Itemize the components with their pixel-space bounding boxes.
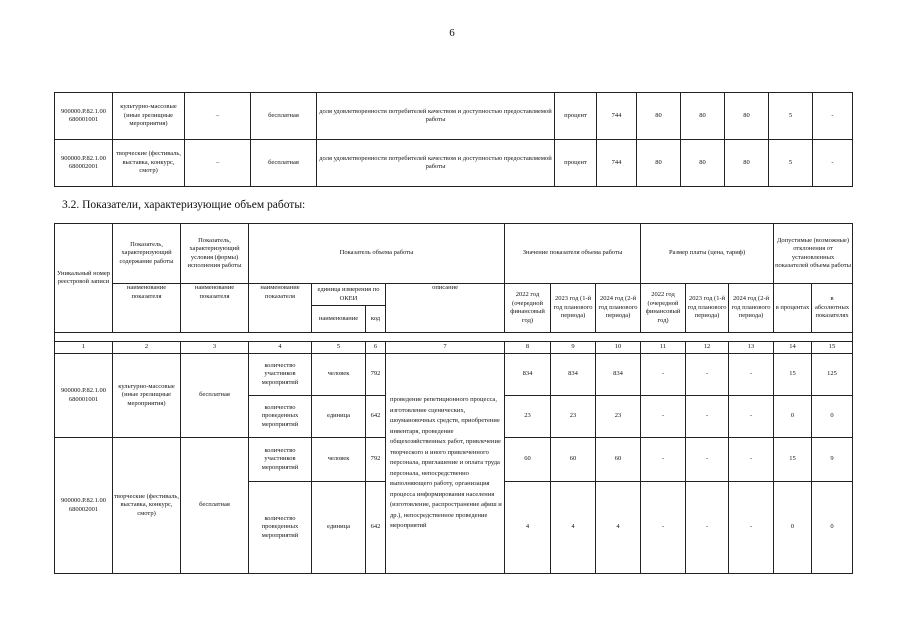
quality-indicator: доля удовлетворенности потребителей качеством и доступностью предоставляемой работы — [317, 93, 555, 140]
header-conditions-indicator: Показатель, характеризующий условия (формы) исполнения работы — [181, 224, 249, 284]
column-number: 15 — [812, 342, 853, 354]
fee-2023: - — [686, 438, 729, 482]
header-unit-name: наименование — [312, 306, 366, 333]
header-indicator-name: наименование показателя — [249, 284, 312, 333]
fee-2023: - — [686, 396, 729, 438]
column-number: 2 — [113, 342, 181, 354]
indicator-name: количество проведенных мероприятий — [249, 482, 312, 574]
work-description: проведение репетиционного процесса, изготовление сценических, шоумановочных средств, приобретение инвентаря, проведение общехозяйственных работ, привлечение творческого и иного привлеченного персонала, приглашение и оплата труда персонала, непосредственно выполняющего работу, организация процесса информирования населения (изготовление, распространение афиш и др.), непосредственное проведение мероприятий — [386, 354, 505, 574]
value-2024: 80 — [725, 140, 769, 187]
value-2022: 80 — [637, 140, 681, 187]
unit-name: процент — [555, 140, 597, 187]
table-row — [55, 354, 853, 396]
deviation-percent: 15 — [774, 438, 812, 482]
column-number: 9 — [551, 342, 596, 354]
header-registry: Уникальный номер реестровой записи — [55, 224, 113, 333]
fee-2024: - — [729, 438, 774, 482]
value-2023: 80 — [681, 93, 725, 140]
deviation-percent: 0 — [774, 396, 812, 438]
value-2022: 834 — [505, 354, 551, 396]
registry-code: 900000.Р.82.1.00 680001001 — [55, 354, 113, 438]
header-unit-code: код — [366, 306, 386, 333]
form-indicator: бесплатная — [181, 438, 249, 574]
header-conditions-name: наименование показателя — [181, 284, 249, 333]
okei-code: 792 — [366, 354, 386, 396]
column-number: 12 — [686, 342, 729, 354]
header-fee-2023: 2023 год (1-й год планового периода) — [686, 284, 729, 333]
fee-2024: - — [729, 354, 774, 396]
header-volume-indicator: Показатель объема работы — [249, 224, 505, 284]
fee-2022: - — [641, 396, 686, 438]
fee-2024: - — [729, 482, 774, 574]
column-number: 13 — [729, 342, 774, 354]
deviation-absolute: 0 — [812, 396, 853, 438]
header-description: описание — [386, 284, 505, 333]
fee-2022: - — [641, 482, 686, 574]
table-row — [55, 140, 853, 187]
registry-code: 900000.Р.82.1.00 680002001 — [55, 438, 113, 574]
deviation-absolute: 9 — [812, 438, 853, 482]
column-number: 6 — [366, 342, 386, 354]
value-2023: 80 — [681, 140, 725, 187]
column-number: 14 — [774, 342, 812, 354]
header-deviation-absolute: в абсолютных показателях — [812, 284, 853, 333]
fee-2023: - — [686, 482, 729, 574]
okei-code: 642 — [366, 482, 386, 574]
deviation-absolute: - — [813, 93, 853, 140]
fee-2022: - — [641, 354, 686, 396]
value-2023: 60 — [551, 438, 596, 482]
volume-table — [54, 223, 853, 574]
registry-code: 900000.Р.82.1.00 680002001 — [55, 140, 113, 187]
column-number: 8 — [505, 342, 551, 354]
value-2024: 80 — [725, 93, 769, 140]
column-number: 4 — [249, 342, 312, 354]
unit-name: единица — [312, 396, 366, 438]
value-2024: 4 — [596, 482, 641, 574]
conditions-indicator: – — [185, 93, 251, 140]
content-indicator: культурно-массовые (иные зрелищные мероприятия) — [113, 354, 181, 438]
column-number: 5 — [312, 342, 366, 354]
value-2022: 23 — [505, 396, 551, 438]
deviation-percent: 5 — [769, 140, 813, 187]
okei-code: 744 — [597, 140, 637, 187]
header-content-indicator: Показатель, характеризующий содержание работы — [113, 224, 181, 284]
value-2022: 80 — [637, 93, 681, 140]
conditions-indicator: – — [185, 140, 251, 187]
table-row — [55, 93, 853, 140]
header-volume-value: Значение показателя объема работы — [505, 224, 641, 284]
deviation-percent: 0 — [774, 482, 812, 574]
header-deviation-percent: в процентах — [774, 284, 812, 333]
value-2024: 60 — [596, 438, 641, 482]
form-indicator: бесплатная — [251, 93, 317, 140]
registry-code: 900000.Р.82.1.00 680001001 — [55, 93, 113, 140]
form-indicator: бесплатная — [251, 140, 317, 187]
column-number: 7 — [386, 342, 505, 354]
header-deviation: Допустимые (возможные) отклонения от установленных показателей объема работы — [774, 224, 853, 284]
column-number: 11 — [641, 342, 686, 354]
value-2022: 60 — [505, 438, 551, 482]
content-indicator: культурно-массовые (иные зрелищные мероприятия) — [113, 93, 185, 140]
okei-code: 792 — [366, 438, 386, 482]
unit-name: единица — [312, 482, 366, 574]
header-value-2024: 2024 год (2-й год планового периода) — [596, 284, 641, 333]
value-2023: 23 — [551, 396, 596, 438]
header-unit-okei: единица измерения по ОКЕИ — [312, 284, 386, 306]
content-indicator: творческие (фестиваль, выставка, конкурс, смотр) — [113, 140, 185, 187]
fee-2024: - — [729, 396, 774, 438]
header-fee: Размер платы (цена, тариф) — [641, 224, 774, 284]
value-2023: 834 — [551, 354, 596, 396]
okei-code: 642 — [366, 396, 386, 438]
quality-indicator: доля удовлетворенности потребителей качеством и доступностью предоставляемой работы — [317, 140, 555, 187]
value-2024: 834 — [596, 354, 641, 396]
page-number: 6 — [449, 27, 455, 39]
column-number: 10 — [596, 342, 641, 354]
section-heading: 3.2. Показатели, характеризующие объем работы: — [62, 199, 306, 211]
deviation-absolute: - — [813, 140, 853, 187]
indicator-name: количество проведенных мероприятий — [249, 396, 312, 438]
deviation-percent: 5 — [769, 93, 813, 140]
okei-code: 744 — [597, 93, 637, 140]
unit-name: человек — [312, 438, 366, 482]
value-2023: 4 — [551, 482, 596, 574]
form-indicator: бесплатная — [181, 354, 249, 438]
quality-table-continuation — [54, 92, 853, 187]
indicator-name: количество участников мероприятий — [249, 438, 312, 482]
header-fee-2024: 2024 год (2-й год планового периода) — [729, 284, 774, 333]
header-fee-2022: 2022 год (очередной финансовый год) — [641, 284, 686, 333]
header-value-2023: 2023 год (1-й год планового периода) — [551, 284, 596, 333]
header-value-2022: 2022 год (очередной финансовый год) — [505, 284, 551, 333]
value-2022: 4 — [505, 482, 551, 574]
unit-name: человек — [312, 354, 366, 396]
fee-2022: - — [641, 438, 686, 482]
column-number-row — [55, 342, 853, 354]
unit-name: процент — [555, 93, 597, 140]
deviation-absolute: 0 — [812, 482, 853, 574]
column-number: 1 — [55, 342, 113, 354]
fee-2023: - — [686, 354, 729, 396]
column-number: 3 — [181, 342, 249, 354]
header-content-name: наименование показателя — [113, 284, 181, 333]
deviation-absolute: 125 — [812, 354, 853, 396]
deviation-percent: 15 — [774, 354, 812, 396]
content-indicator: творческие (фестиваль, выставка, конкурс, смотр) — [113, 438, 181, 574]
value-2024: 23 — [596, 396, 641, 438]
indicator-name: количество участников мероприятий — [249, 354, 312, 396]
